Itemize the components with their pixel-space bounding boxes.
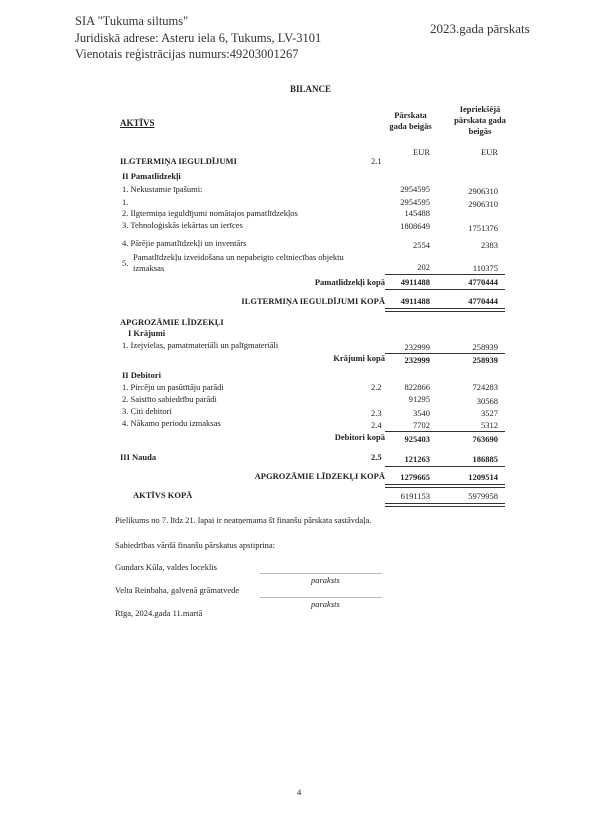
table-cell-current: 91295 (408, 394, 430, 404)
table-row-label: 1. Izejvielas, pamatmateriāli un palīgmateriāli (122, 340, 279, 350)
apgrozamie-total-previous: 1209514 (468, 472, 498, 482)
aktivs-total-current: 6191153 (400, 491, 430, 501)
table-row-note: 2.4 (371, 420, 382, 430)
place-date: Rīga, 2024.gada 11.martā (115, 608, 203, 618)
table-cell-previous: 1751376 (468, 223, 498, 233)
currency-previous: EUR (481, 147, 498, 157)
table-cell-previous: 30568 (476, 396, 498, 406)
nauda-note: 2.5 (371, 452, 382, 462)
ilgtermina-total-current: 4911488 (400, 296, 430, 306)
page-title: BILANCE (290, 84, 332, 94)
table-cell-current: 232999 (404, 342, 430, 352)
signature-2-label: paraksts (311, 599, 340, 609)
table-row-label: 4. Pārējie pamatlīdzekļi un inventārs (122, 238, 247, 248)
krajumi-heading: I Krājumi (128, 328, 166, 338)
debitori-heading: II Debitori (122, 370, 161, 380)
table-row-label: 1. (122, 197, 129, 207)
report-title: 2023.gada pārskats (430, 21, 530, 36)
nauda-previous: 186885 (472, 454, 498, 464)
apgrozamie-total-current: 1279665 (400, 472, 430, 482)
table-row-label: 2. Ilgtermiņa ieguldījumi nomātajos pamatlīdzekļos (122, 208, 298, 218)
signer-1-name: Gundars Kūla, valdes loceklis (115, 562, 217, 572)
table-row-label: 4. Nākamo periodu izmaksas (122, 418, 221, 428)
table-row-label: Pamatlīdzekļu izveidošana un nepabeigto celtniecības objektu (133, 252, 344, 262)
column-header-previous: Iepriekšējā pārskata gada beigās (454, 104, 506, 136)
pamatlidzekli-total-current: 4911488 (400, 277, 430, 287)
table-row-label: 2. Saistīto sabiedrību parādi (122, 394, 217, 404)
table-cell-current: 2954595 (400, 197, 430, 207)
table-row-label: 3. Citi debitori (122, 406, 172, 416)
table-cell-current: 3540 (413, 408, 430, 418)
approval-text: Sabiedrības vārdā finanšu pārskatus apstiprina: (115, 540, 276, 550)
page-number: 4 (297, 787, 302, 797)
ilgtermina-note: 2.1 (371, 156, 382, 166)
debitori-total-current: 925403 (404, 434, 430, 444)
krajumi-total-label: Krājumi kopā (333, 353, 385, 363)
krajumi-total-previous: 258939 (472, 355, 498, 365)
currency-current: EUR (413, 147, 430, 157)
table-row-label: 1. Nekustamie īpašumi: (122, 184, 203, 194)
company-name: SIA "Tukuma siltums" (75, 14, 189, 28)
ilgtermina-total-label: ILGTERMIŅA IEGULDĪJUMI KOPĀ (241, 296, 385, 306)
signer-2-name: Velta Reinbaha, galvenā grāmatvede (115, 585, 240, 595)
section-heading-aktivs: AKTĪVS (120, 118, 155, 128)
table-cell-current: 822866 (404, 382, 430, 392)
table-cell-current: 2954595 (400, 184, 430, 194)
table-row-label: 3. Tehnoloģiskās iekārtas un ierīces (122, 220, 243, 230)
table-cell-current: 145488 (404, 208, 430, 218)
table-cell-previous: 724283 (472, 382, 498, 392)
nauda-current: 121263 (404, 454, 430, 464)
debitori-total-previous: 763690 (472, 434, 498, 444)
company-address: Juridiskā adrese: Asteru iela 6, Tukums, LV-3101 (75, 31, 322, 45)
pamatlidzekli-total-label: Pamatlīdzekļi kopā (314, 277, 385, 287)
table-row-label: izmaksas (133, 263, 165, 273)
table-cell-previous: 258939 (472, 342, 498, 352)
table-row-note: 2.2 (371, 382, 382, 392)
signature-1-label: paraksts (311, 575, 340, 585)
annex-note: Pielikums no 7. līdz 21. lapai ir neatņemama šī finanšu pārskata sastāvdaļa. (115, 515, 372, 525)
table-cell-current: 2554 (413, 240, 430, 250)
table-cell-previous: 3527 (481, 408, 498, 418)
table-cell-previous: 2906310 (468, 186, 498, 196)
ilgtermina-heading: ILGTERMIŅA IEGULDĪJUMI (120, 156, 237, 166)
pamatlidzekli-heading: II Pamatlīdzekļi (122, 171, 181, 181)
nauda-heading: III Nauda (120, 452, 157, 462)
table-cell-previous: 110375 (472, 263, 498, 273)
table-cell-previous: 5312 (481, 420, 498, 430)
table-cell-current: 7702 (413, 420, 430, 430)
registration-number: Vienotais reģistrācijas numurs:49203001267 (75, 47, 299, 61)
table-cell-current: 202 (417, 262, 430, 272)
ilgtermina-total-previous: 4770444 (468, 296, 498, 306)
column-header-current: Pārskata gada beigās (389, 110, 432, 131)
apgrozamie-total-label: APGROZĀMIE LĪDZEKĻI KOPĀ (254, 471, 385, 481)
table-cell-current: 1808649 (400, 221, 430, 231)
debitori-total-label: Debitori kopā (334, 432, 385, 442)
krajumi-total-current: 232999 (404, 355, 430, 365)
table-row-label: 1. Pircēju un pasūtītāju parādi (122, 382, 224, 392)
pamatlidzekli-total-previous: 4770444 (468, 277, 498, 287)
aktivs-total-label: AKTĪVS KOPĀ (133, 490, 193, 500)
table-row-note: 2.3 (371, 408, 382, 418)
apgrozamie-heading: APGROZĀMIE LĪDZEKĻI (120, 317, 224, 327)
table-cell-previous: 2906310 (468, 199, 498, 209)
table-row-number: 5. (122, 258, 129, 268)
table-cell-previous: 2383 (481, 240, 498, 250)
aktivs-total-previous: 5979958 (468, 491, 498, 501)
